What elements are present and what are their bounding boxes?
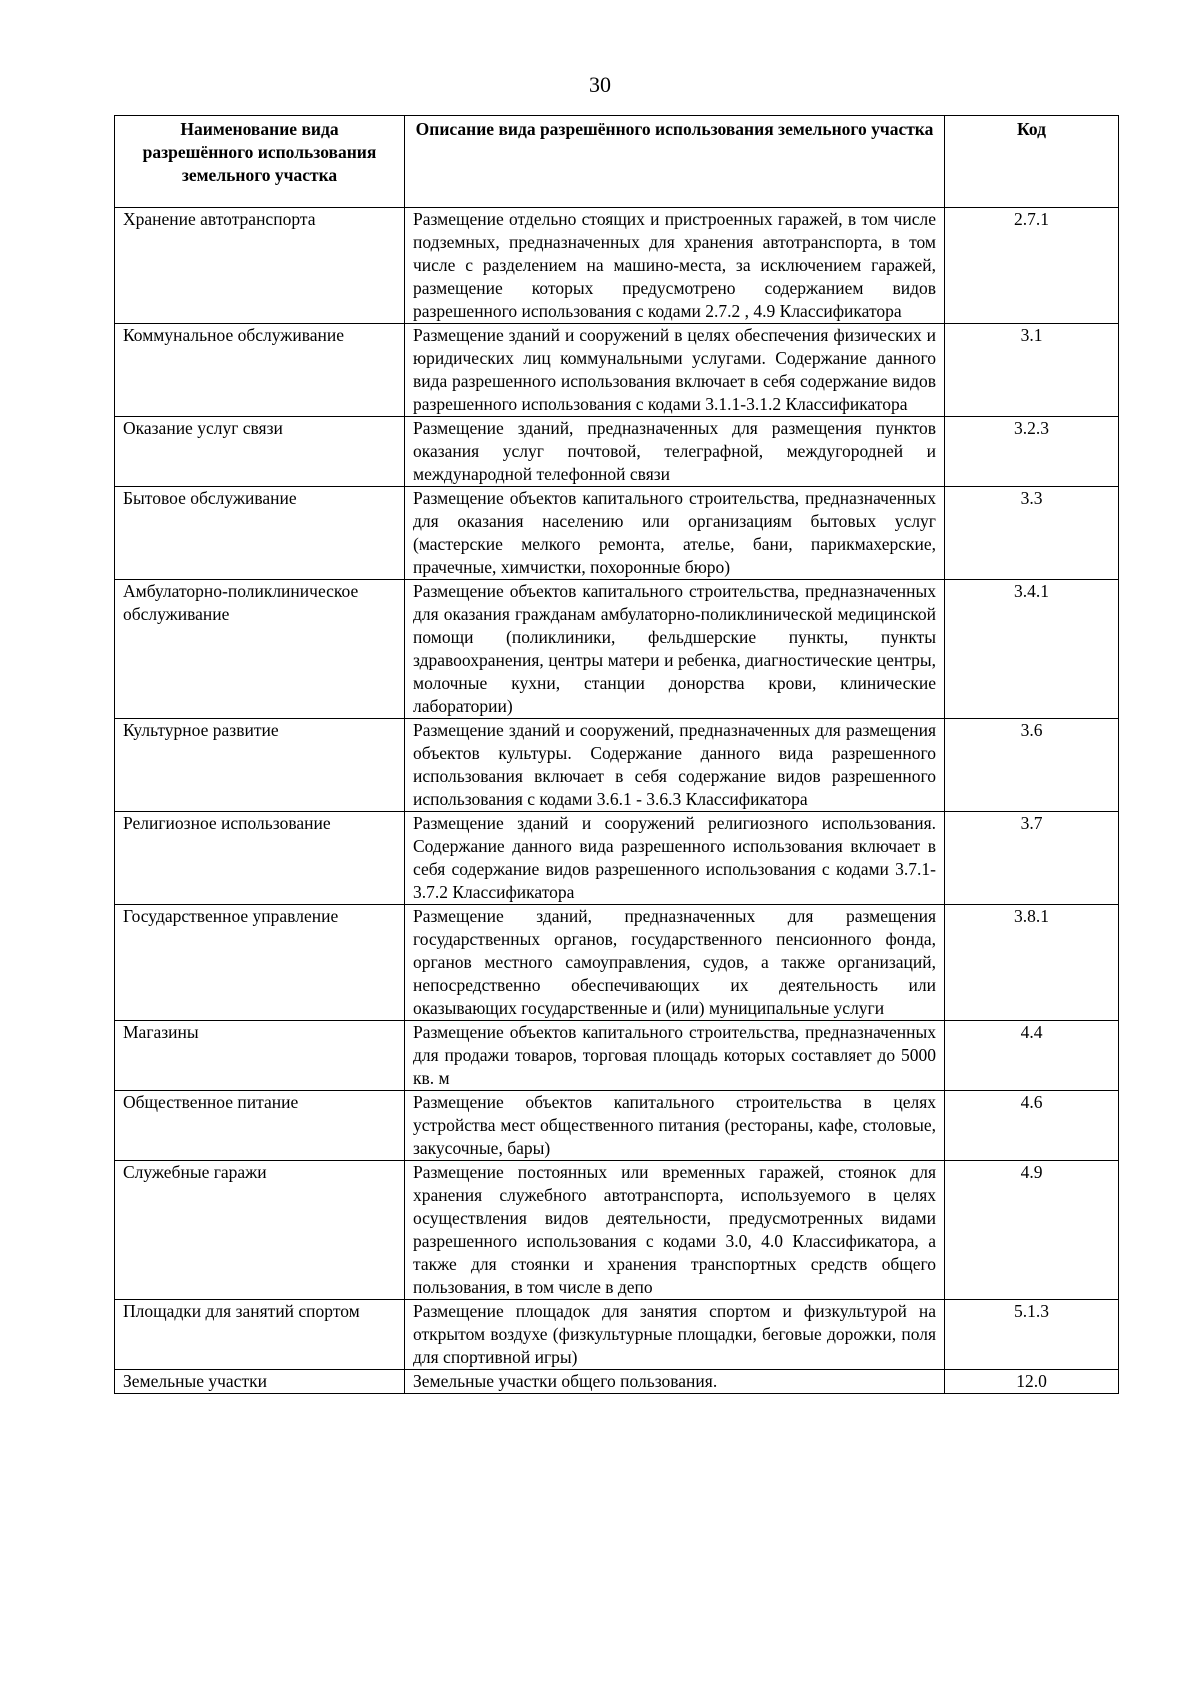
use-code: 3.7 [945, 812, 1119, 905]
use-description: Размещение зданий и сооружений в целях обеспечения физических и юридических лиц коммунальными услугами. Содержание данного вида разрешенного использования включает в себя содержание видов разрешенного использования с кодами 3.1.1-3.1.2 Классификатора [405, 324, 945, 417]
use-code: 4.6 [945, 1091, 1119, 1161]
use-code: 3.6 [945, 719, 1119, 812]
use-code: 3.1 [945, 324, 1119, 417]
page-number: 30 [589, 72, 611, 97]
use-code: 5.1.3 [945, 1300, 1119, 1370]
use-name: Культурное развитие [115, 719, 405, 812]
use-name: Площадки для занятий спортом [115, 1300, 405, 1370]
use-name: Служебные гаражи [115, 1161, 405, 1300]
table-row [115, 1091, 1119, 1161]
header-name: Наименование вида разрешённого использования земельного участка [115, 116, 405, 208]
use-description: Размещение площадок для занятия спортом и физкультурой на открытом воздухе (физкультурные площадки, беговые дорожки, поля для спортивной игры) [405, 1300, 945, 1370]
use-description: Размещение объектов капитального строительства, предназначенных для продажи товаров, торговая площадь которых составляет до 5000 кв. м [405, 1021, 945, 1091]
use-description: Размещение зданий и сооружений, предназначенных для размещения объектов культуры. Содержание данного вида разрешенного использования включает в себя содержание видов разрешенного использования с кодами 3.6.1 - 3.6.3 Классификатора [405, 719, 945, 812]
table-row [115, 1021, 1119, 1091]
use-code: 3.4.1 [945, 580, 1119, 719]
table-row [115, 487, 1119, 580]
header-code: Код [945, 116, 1119, 208]
use-description: Размещение зданий и сооружений религиозного использования. Содержание данного вида разрешенного использования включает в себя содержание видов разрешенного использования с кодами 3.7.1-3.7.2 Классификатора [405, 812, 945, 905]
use-code: 4.9 [945, 1161, 1119, 1300]
use-description: Размещение зданий, предназначенных для размещения государственных органов, государственного пенсионного фонда, органов местного самоуправления, судов, а также организаций, непосредственно обеспечивающих их деятельность или оказывающих государственные и (или) муниципальные услуги [405, 905, 945, 1021]
table-row [115, 719, 1119, 812]
table-row [115, 905, 1119, 1021]
use-description: Земельные участки общего пользования. [405, 1370, 945, 1394]
use-name: Магазины [115, 1021, 405, 1091]
use-description: Размещение объектов капитального строительства, предназначенных для оказания гражданам амбулаторно-поликлинической медицинской помощи (поликлиники, фельдшерские пункты, пункты здравоохранения, центры матери и ребенка, диагностические центры, молочные кухни, станции донорства крови, клинические лаборатории) [405, 580, 945, 719]
use-description: Размещение постоянных или временных гаражей, стоянок для хранения служебного автотранспорта, используемого в целях осуществления видов деятельности, предусмотренных видами разрешенного использования с кодами 3.0, 4.0 Классификатора, а также для стоянки и хранения транспортных средств общего пользования, в том числе в депо [405, 1161, 945, 1300]
permitted-use-table [114, 115, 1119, 1394]
table-row [115, 1370, 1119, 1394]
table-row [115, 1161, 1119, 1300]
use-code: 3.2.3 [945, 417, 1119, 487]
use-name: Земельные участки [115, 1370, 405, 1394]
use-name: Общественное питание [115, 1091, 405, 1161]
use-name: Государственное управление [115, 905, 405, 1021]
use-name: Амбулаторно-поликлиническое обслуживание [115, 580, 405, 719]
use-name: Хранение автотранспорта [115, 208, 405, 324]
table-row [115, 417, 1119, 487]
use-name: Оказание услуг связи [115, 417, 405, 487]
table-row [115, 208, 1119, 324]
use-name: Коммунальное обслуживание [115, 324, 405, 417]
table-row [115, 324, 1119, 417]
use-code: 2.7.1 [945, 208, 1119, 324]
use-description: Размещение объектов капитального строительства, предназначенных для оказания населению или организациям бытовых услуг (мастерские мелкого ремонта, ателье, бани, парикмахерские, прачечные, химчистки, похоронные бюро) [405, 487, 945, 580]
use-name: Религиозное использование [115, 812, 405, 905]
use-code: 4.4 [945, 1021, 1119, 1091]
use-code: 3.8.1 [945, 905, 1119, 1021]
use-description: Размещение отдельно стоящих и пристроенных гаражей, в том числе подземных, предназначенных для хранения автотранспорта, в том числе с разделением на машино-места, за исключением гаражей, размещение которых предусмотрено содержанием видов разрешенного использования с кодами 2.7.2 , 4.9 Классификатора [405, 208, 945, 324]
header-description: Описание вида разрешённого использования земельного участка [405, 116, 945, 208]
use-description: Размещение объектов капитального строительства в целях устройства мест общественного питания (рестораны, кафе, столовые, закусочные, бары) [405, 1091, 945, 1161]
table-row [115, 812, 1119, 905]
table-row [115, 1300, 1119, 1370]
use-code: 12.0 [945, 1370, 1119, 1394]
table-header-row [115, 116, 1119, 208]
table-row [115, 580, 1119, 719]
table-body [115, 208, 1119, 1394]
use-description: Размещение зданий, предназначенных для размещения пунктов оказания услуг почтовой, телеграфной, междугородней и международной телефонной связи [405, 417, 945, 487]
use-code: 3.3 [945, 487, 1119, 580]
use-name: Бытовое обслуживание [115, 487, 405, 580]
